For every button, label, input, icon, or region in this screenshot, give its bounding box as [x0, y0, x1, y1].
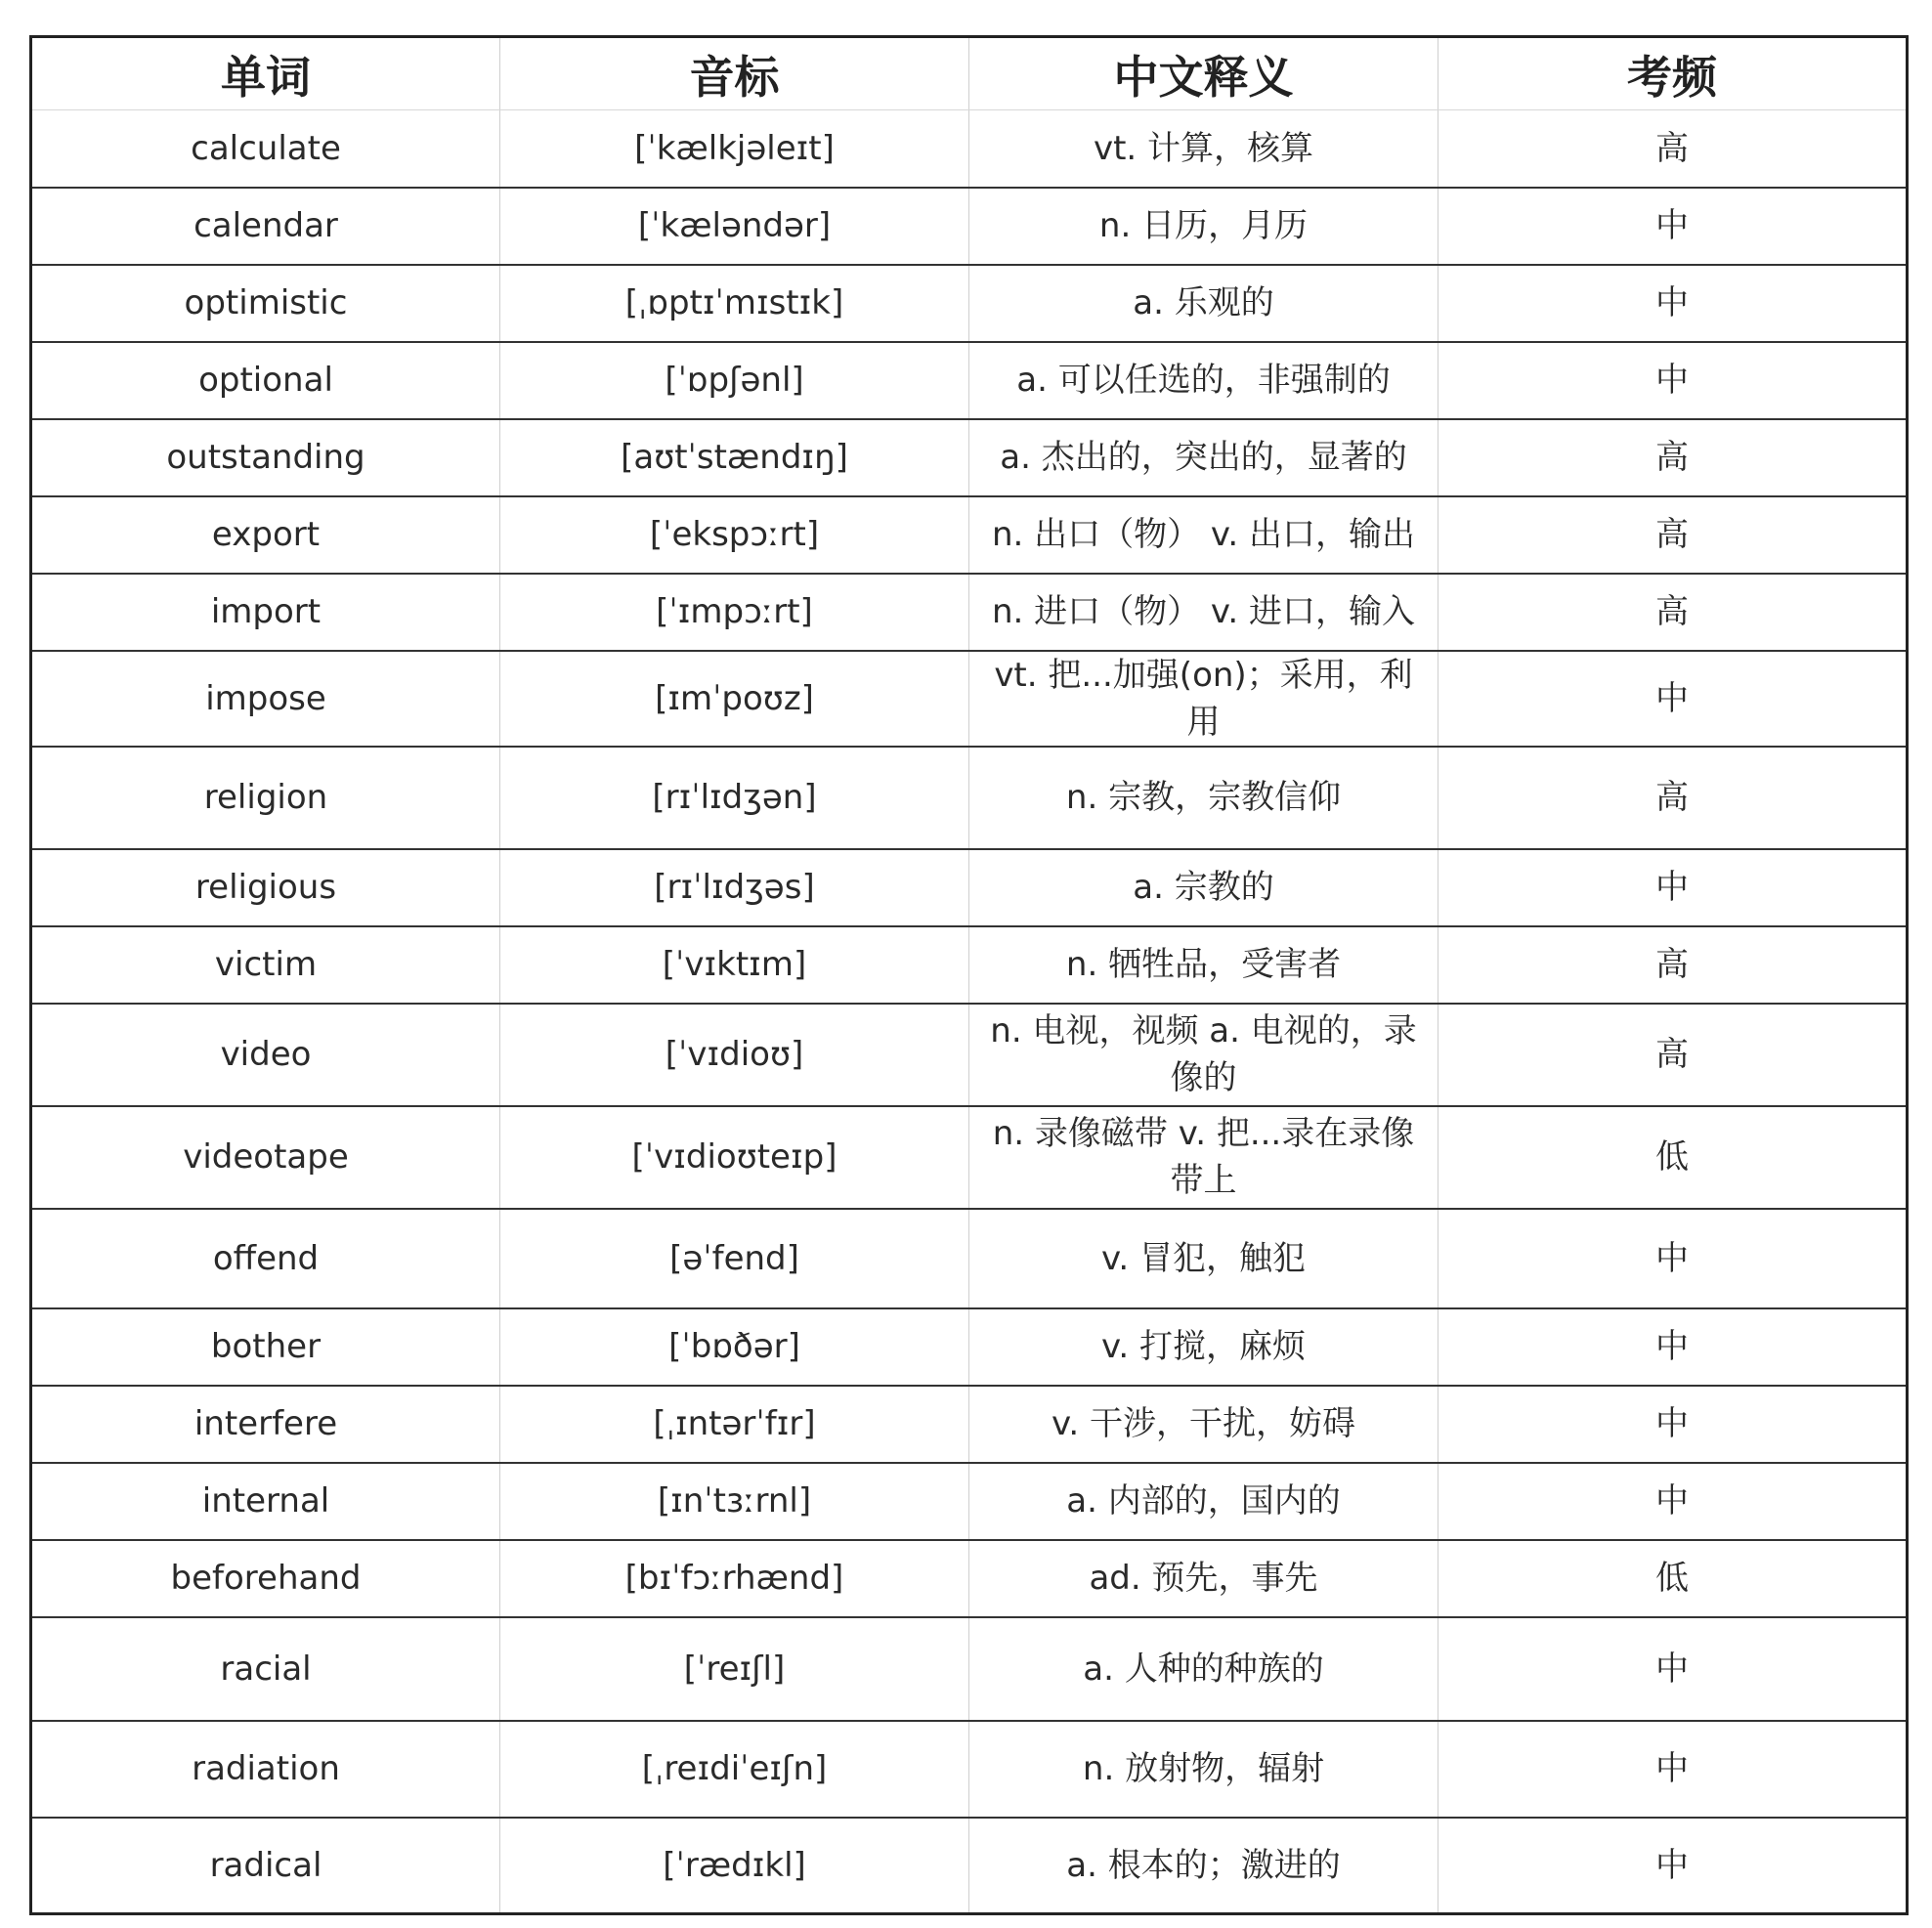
table-row [31, 1540, 1908, 1617]
meaning-cell: vt. 把...加强(on)；采用，利用 [969, 651, 1438, 747]
word-cell: victim [31, 926, 500, 1004]
frequency-cell: 低 [1438, 1540, 1908, 1617]
word-cell: import [31, 574, 500, 651]
frequency-cell: 中 [1438, 342, 1908, 419]
vocabulary-table [29, 35, 1909, 1915]
header-meaning: 中文释义 [969, 37, 1438, 110]
table-row [31, 496, 1908, 574]
word-cell: radiation [31, 1721, 500, 1818]
phonetic-cell: [ˈrædɪkl] [500, 1818, 969, 1914]
phonetic-cell: [ˈvɪktɪm] [500, 926, 969, 1004]
meaning-cell: n. 放射物，辐射 [969, 1721, 1438, 1818]
phonetic-cell: [ˈbɒðər] [500, 1308, 969, 1386]
frequency-cell: 高 [1438, 747, 1908, 849]
meaning-cell: a. 内部的，国内的 [969, 1463, 1438, 1540]
header-frequency: 考频 [1438, 37, 1908, 110]
phonetic-cell: [ɪmˈpoʊz] [500, 651, 969, 747]
frequency-cell: 中 [1438, 1818, 1908, 1914]
meaning-cell: ad. 预先，事先 [969, 1540, 1438, 1617]
phonetic-cell: [ˈkælkjəleɪt] [500, 110, 969, 188]
phonetic-cell: [rɪˈlɪdʒəs] [500, 849, 969, 926]
word-cell: radical [209, 1845, 322, 1885]
phonetic-cell: [ˈreɪʃl] [500, 1617, 969, 1721]
meaning-cell: n. 日历，月历 [969, 188, 1438, 265]
header-word: 单词 [31, 37, 500, 110]
frequency-cell: 低 [1438, 1106, 1908, 1209]
table-row [31, 1106, 1908, 1209]
table-row [31, 1209, 1908, 1308]
table-row [31, 1818, 1908, 1914]
word-cell: export [31, 496, 500, 574]
meaning-cell: n. 牺牲品，受害者 [969, 926, 1438, 1004]
frequency-cell: 高 [1438, 574, 1908, 651]
frequency-cell: 中 [1438, 1386, 1908, 1463]
word-cell: impose [31, 651, 500, 747]
table-row [31, 747, 1908, 849]
table-row [31, 342, 1908, 419]
phonetic-cell: [ˌreɪdiˈeɪʃn] [500, 1721, 969, 1818]
table-row [31, 651, 1908, 747]
word-cell: videotape [31, 1106, 500, 1209]
table-row [31, 1721, 1908, 1818]
meaning-cell: n. 录像磁带 v. 把...录在录像带上 [969, 1106, 1438, 1209]
frequency-cell: 中 [1438, 1463, 1908, 1540]
word-cell: racial [31, 1617, 500, 1721]
phonetic-cell: [ˌɪntərˈfɪr] [500, 1386, 969, 1463]
table-row [31, 188, 1908, 265]
phonetic-cell: [rɪˈlɪdʒən] [500, 747, 969, 849]
meaning-cell: n. 宗教，宗教信仰 [969, 747, 1438, 849]
phonetic-cell: [ˈekspɔːrt] [500, 496, 969, 574]
table-row [31, 1004, 1908, 1106]
phonetic-cell: [ˈkæləndər] [500, 188, 969, 265]
word-cell: video [31, 1004, 500, 1106]
frequency-cell: 中 [1438, 1209, 1908, 1308]
meaning-cell: v. 干涉，干扰，妨碍 [969, 1386, 1438, 1463]
table-row [31, 1308, 1908, 1386]
meaning-cell: v. 冒犯，触犯 [969, 1209, 1438, 1308]
phonetic-cell: [əˈfend] [500, 1209, 969, 1308]
frequency-cell: 中 [1438, 265, 1908, 342]
table-row [31, 419, 1908, 496]
word-cell: outstanding [31, 419, 500, 496]
table-row [31, 110, 1908, 188]
phonetic-cell: [ˈvɪdioʊteɪp] [500, 1106, 969, 1209]
frequency-cell: 中 [1438, 188, 1908, 265]
word-cell: calculate [31, 110, 500, 188]
word-cell: religion [31, 747, 500, 849]
word-cell: internal [31, 1463, 500, 1540]
meaning-cell: n. 进口（物） v. 进口，输入 [969, 574, 1438, 651]
meaning-cell: a. 可以任选的，非强制的 [969, 342, 1438, 419]
word-cell: optimistic [31, 265, 500, 342]
frequency-cell: 中 [1438, 1617, 1908, 1721]
frequency-cell: 中 [1438, 651, 1908, 747]
frequency-cell: 中 [1438, 1308, 1908, 1386]
table-header-row [31, 37, 1908, 110]
frequency-cell: 中 [1438, 1721, 1908, 1818]
frequency-cell: 高 [1438, 496, 1908, 574]
phonetic-cell: [ˈɪmpɔːrt] [500, 574, 969, 651]
word-cell: offend [31, 1209, 500, 1308]
word-cell: religious [31, 849, 500, 926]
header-phonetic: 音标 [500, 37, 969, 110]
table-row [31, 849, 1908, 926]
meaning-cell: n. 电视，视频 a. 电视的，录像的 [969, 1004, 1438, 1106]
table-row [31, 1386, 1908, 1463]
phonetic-cell: [ˈvɪdioʊ] [500, 1004, 969, 1106]
phonetic-cell: [bɪˈfɔːrhænd] [500, 1540, 969, 1617]
table-row [31, 574, 1908, 651]
table-row [31, 1463, 1908, 1540]
meaning-cell: a. 杰出的，突出的，显著的 [969, 419, 1438, 496]
word-cell: optional [31, 342, 500, 419]
meaning-cell: a. 乐观的 [969, 265, 1438, 342]
frequency-cell: 中 [1438, 849, 1908, 926]
word-cell: calendar [31, 188, 500, 265]
phonetic-cell: [ˌɒptɪˈmɪstɪk] [500, 265, 969, 342]
meaning-cell: v. 打搅，麻烦 [969, 1308, 1438, 1386]
frequency-cell: 高 [1438, 926, 1908, 1004]
frequency-cell: 高 [1438, 110, 1908, 188]
phonetic-cell: [aʊtˈstændɪŋ] [500, 419, 969, 496]
frequency-cell: 高 [1438, 419, 1908, 496]
phonetic-cell: [ˈɒpʃənl] [500, 342, 969, 419]
word-cell: interfere [31, 1386, 500, 1463]
table-row [31, 265, 1908, 342]
word-cell: bother [31, 1308, 500, 1386]
meaning-cell: n. 出口（物） v. 出口，输出 [969, 496, 1438, 574]
meaning-cell: a. 宗教的 [969, 849, 1438, 926]
meaning-cell: a. 人种的种族的 [969, 1617, 1438, 1721]
meaning-cell: vt. 计算，核算 [969, 110, 1438, 188]
phonetic-cell: [ɪnˈtɜːrnl] [500, 1463, 969, 1540]
meaning-cell: a. 根本的；激进的 [969, 1818, 1438, 1914]
word-cell: beforehand [31, 1540, 500, 1617]
table-row [31, 1617, 1908, 1721]
table-row [31, 926, 1908, 1004]
frequency-cell: 高 [1438, 1004, 1908, 1106]
